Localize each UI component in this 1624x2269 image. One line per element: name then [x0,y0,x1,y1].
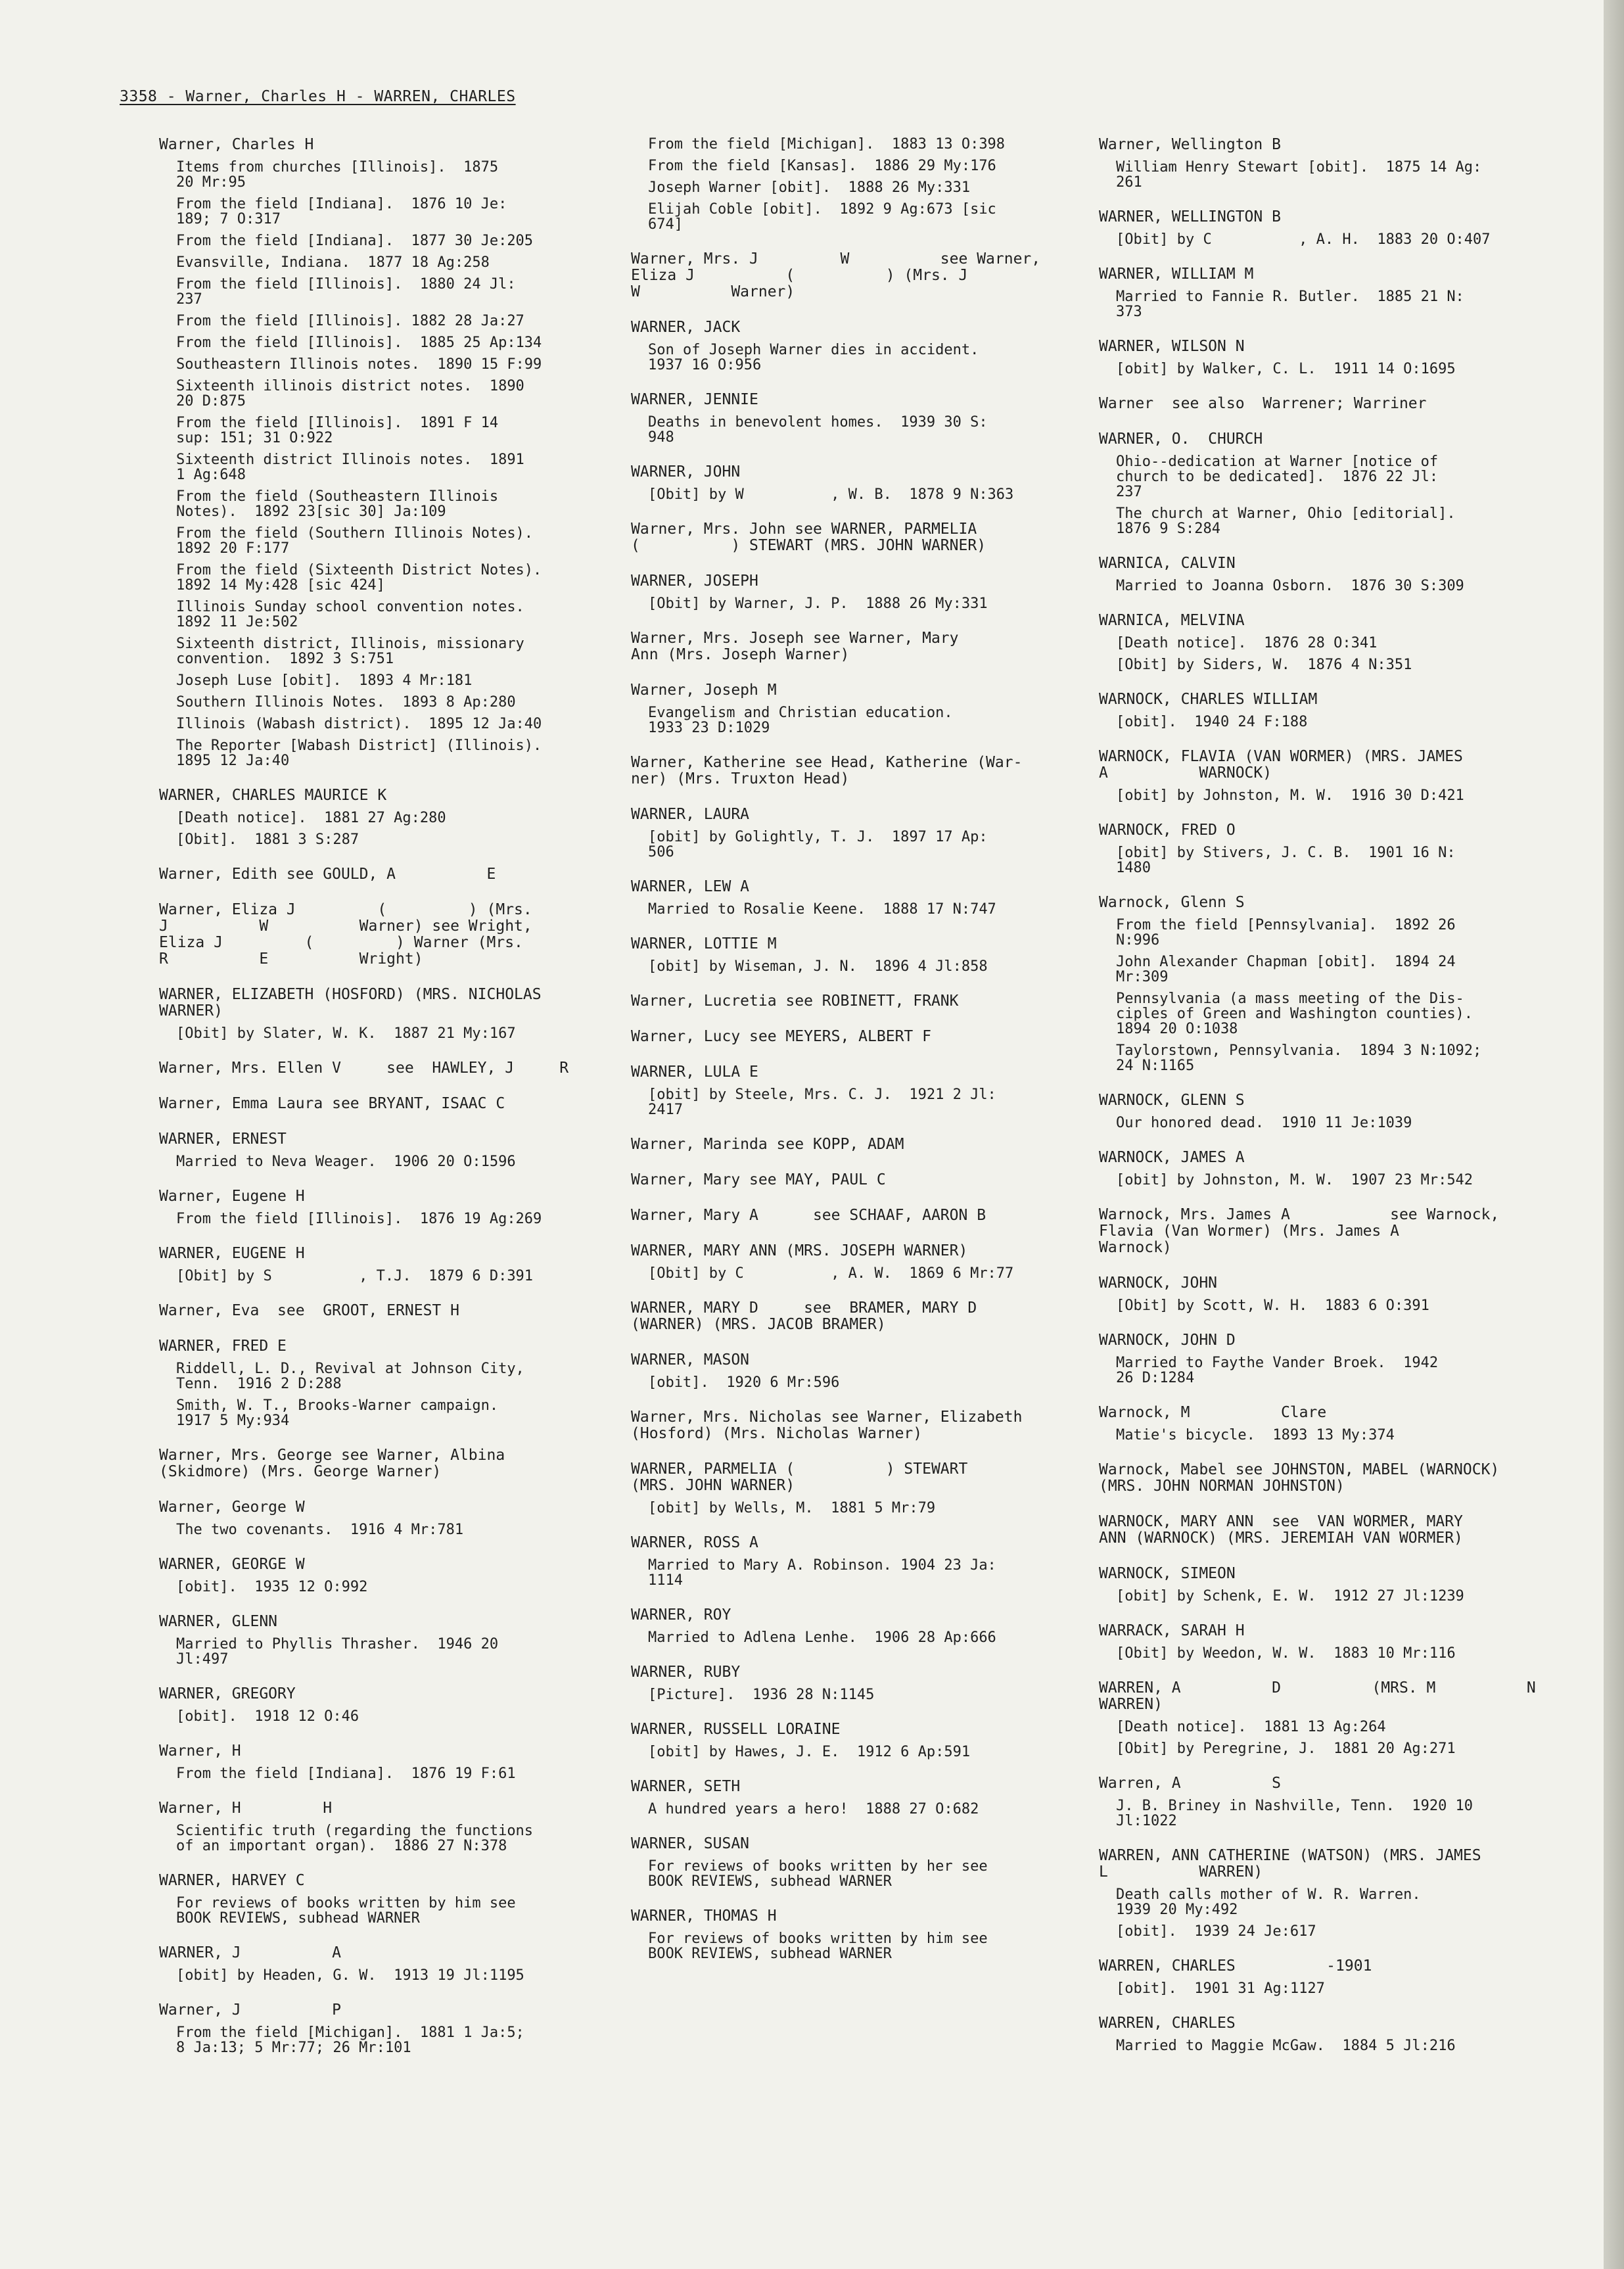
entry-citation: [Picture]. 1936 28 N:1145 [648,1687,875,1703]
entry-heading: Warner, George W [159,1499,305,1516]
entry-citation: Death calls mother of W. R. Warren. 1939 20 My:492 [1116,1886,1421,1918]
entry-heading: Warnock, Glenn S [1099,894,1245,911]
entry-heading: Warner, Eva see GROOT, ERNEST H [159,1302,459,1319]
entry-citation: [Obit] by C , A. W. 1869 6 Mr:77 [648,1265,1014,1282]
index-entry [631,1409,1098,1442]
entry-heading: Warner, Wellington B [1099,136,1281,153]
index-entry [631,755,1098,787]
entry-heading: Warner, H H [159,1800,333,1817]
index-entry [159,902,626,968]
entry-citation: For reviews of books written by her see BOOK REVIEWS, subhead WARNER [648,1858,988,1890]
entry-citation: John Alexander Chapman [obit]. 1894 24 Mr:309 [1116,954,1456,985]
entry-heading: Warner, Edith see GOULD, A E [159,866,496,883]
entry-citation: [Obit] by Slater, W. K. 1887 21 My:167 [176,1025,516,1042]
entry-heading: WARNER, ERNEST [159,1131,287,1148]
entry-heading: WARNOCK, FRED O [1099,822,1236,839]
entry-heading: WARNER, J A [159,1944,341,1961]
entry-heading: WARNER, GLENN [159,1613,278,1630]
entry-heading: WARREN, CHARLES [1099,2015,1236,2032]
entry-citation: [obit] by Stivers, J. C. B. 1901 16 N: 1480 [1116,845,1456,876]
entry-citation: From the field (Southeastern Illinois Notes). 1892 23[sic 30] Ja:109 [176,488,499,520]
index-entry [1099,1623,1546,1661]
entry-heading: Warner, Marinda see KOPP, ADAM [631,1136,904,1153]
index-entry [1099,1092,1546,1131]
index-entry [1099,396,1546,412]
entry-heading: Warner, Joseph M [631,682,777,699]
entry-citation: Illinois Sunday school convention notes. 1892 11 Je:502 [176,599,524,630]
entry-heading: WARNOCK, CHARLES WILLIAM [1099,691,1318,708]
entry-citation: [obit] by Wiseman, J. N. 1896 4 Jl:858 [648,958,988,975]
index-entry [631,1029,1098,1045]
index-entry [1099,613,1546,672]
entry-citation: [obit]. 1901 31 Ag:1127 [1116,1980,1325,1997]
entry-citation: From the field [Illinois]. 1876 19 Ag:269 [176,1211,542,1227]
entry-heading: WARNER, JACK [631,319,741,336]
index-entry [631,573,1098,611]
index-entry [1099,1775,1546,1829]
entry-heading: WARNOCK, MARY ANN see VAN WORMER, MARY ANN (WARNOCK) (MRS. JEREMIAH VAN WORMER) [1099,1513,1463,1547]
entry-heading: WARNER, JOHN [631,463,741,480]
entry-citation: Son of Joseph Warner dies in accident. 1937 16 O:956 [648,342,979,373]
entry-heading: WARNER, RUBY [631,1664,741,1681]
entry-citation: Sixteenth district Illinois notes. 1891 1 Ag:648 [176,452,524,483]
entry-citation: The church at Warner, Ohio [editorial]. 1876 9 S:284 [1116,505,1456,537]
entry-heading: WARNER, SUSAN [631,1835,750,1852]
entry-heading: Warner, Charles H [159,136,314,153]
entry-citation: [Death notice]. 1881 27 Ag:280 [176,810,446,826]
index-column-3 [1099,137,1546,2072]
entry-citation: [Death notice]. 1881 13 Ag:264 [1116,1719,1386,1735]
index-entry [159,787,626,847]
index-entry [631,1779,1098,1817]
entry-citation: [obit]. 1940 24 F:188 [1116,714,1308,730]
index-entry [159,1096,626,1112]
entry-citation: [Obit] by Siders, W. 1876 4 N:351 [1116,657,1412,673]
index-entry [631,251,1098,300]
entry-heading: WARNOCK, JAMES A [1099,1149,1245,1166]
index-entry [159,1873,626,1926]
entry-citation: From the field [Michigan]. 1883 13 O:398 [648,136,1006,152]
entry-citation: [obit] by Johnston, M. W. 1916 30 D:421 [1116,787,1464,804]
entry-heading: WARNOCK, JOHN [1099,1275,1218,1292]
entry-citation: William Henry Stewart [obit]. 1875 14 Ag: 261 [1116,159,1482,191]
entry-citation: Deaths in benevolent homes. 1939 30 S: 948 [648,414,988,446]
index-entry [159,1060,626,1077]
entry-heading: Warner, Mary A see SCHAAF, AARON B [631,1207,986,1224]
index-entry [159,1945,626,1983]
index-entry [631,319,1098,373]
index-entry [1099,1848,1546,1939]
entry-citation: [Obit] by Scott, W. H. 1883 6 O:391 [1116,1298,1429,1314]
index-entry [631,521,1098,554]
entry-citation: Illinois (Wabash district). 1895 12 Ja:40 [176,716,542,732]
entry-heading: WARNOCK, FLAVIA (VAN WORMER) (MRS. JAMES A WARNOCK) [1099,748,1463,782]
entry-heading: Warner, Mrs. Nicholas see Warner, Elizabeth (Hosford) (Mrs. Nicholas Warner) [631,1409,1023,1442]
entry-citation: [Obit] by C , A. H. 1883 20 O:407 [1116,231,1491,248]
entry-citation: Married to Phyllis Thrasher. 1946 20 Jl:497 [176,1636,499,1668]
index-entry [1099,1150,1546,1188]
entry-citation: [obit] by Walker, C. L. 1911 14 O:1695 [1116,361,1456,377]
entry-heading: WARNER, CHARLES MAURICE K [159,787,387,804]
index-entry [159,987,626,1041]
entry-citation: [obit]. 1920 6 Mr:596 [648,1374,840,1391]
entry-heading: WARNOCK, SIMEON [1099,1565,1236,1582]
entry-citation: From the field [Indiana]. 1876 10 Je: 189; 7 O:317 [176,196,507,227]
entry-citation: Married to Fannie R. Butler. 1885 21 N: 373 [1116,289,1464,320]
entry-heading: WARNER, EUGENE H [159,1245,305,1262]
index-entry [159,1188,626,1227]
index-entry [631,807,1098,860]
index-entry [1099,555,1546,594]
entry-citation: From the field [Illinois]. 1880 24 Jl: 237 [176,276,516,308]
index-entry [1099,822,1546,876]
index-entry [631,936,1098,974]
entry-citation: Evangelism and Christian education. 1933 23 D:1029 [648,705,953,736]
index-entry [631,1207,1098,1224]
entry-heading: WARNER, THOMAS H [631,1907,777,1925]
entry-heading: Warner, Katherine see Head, Katherine (War- ner) (Mrs. Truxton Head) [631,754,1023,787]
entry-citation: [Death notice]. 1876 28 O:341 [1116,635,1378,651]
index-entry [159,866,626,883]
entry-heading: WARNER, O. CHURCH [1099,431,1263,448]
entry-heading: Warner, Lucretia see ROBINETT, FRANK [631,993,959,1010]
entry-citation: [obit]. 1918 12 O:46 [176,1708,360,1725]
entry-citation: Southeastern Illinois notes. 1890 15 F:99 [176,356,542,373]
index-entry [1099,1958,1546,1996]
entry-citation: Our honored dead. 1910 11 Je:1039 [1116,1115,1412,1131]
entry-heading: Warner, Mrs. Ellen V see HAWLEY, J R [159,1060,569,1077]
entry-citation: Evansville, Indiana. 1877 18 Ag:258 [176,254,490,271]
entry-heading: WARNER, JOSEPH [631,573,758,590]
index-entry [631,993,1098,1010]
index-entry [631,682,1098,736]
entry-heading: WARRACK, SARAH H [1099,1622,1245,1639]
entry-citation: Matie's bicycle. 1893 13 My:374 [1116,1427,1395,1443]
index-entry [159,1800,626,1854]
index-entry [631,464,1098,502]
entry-heading: Warner, Mary see MAY, PAUL C [631,1171,886,1188]
index-entry [159,137,626,768]
entry-heading: WARNER, LEW A [631,878,750,895]
running-header: 3358 - Warner, Charles H - WARREN, CHARLES [120,88,516,105]
entry-citation: [obit] by Golightly, T. J. 1897 17 Ap: 506 [648,829,988,860]
entry-citation: [obit]. 1939 24 Je:617 [1116,1923,1316,1940]
entry-heading: WARNER, FRED E [159,1338,287,1355]
index-entry [631,1243,1098,1281]
entry-citation: [Obit] by Weedon, W. W. 1883 10 Mr:116 [1116,1645,1456,1662]
entry-heading: Warner, H [159,1743,241,1760]
entry-citation: [Obit] by W , W. B. 1878 9 N:363 [648,486,1014,503]
index-entry [631,1721,1098,1760]
entry-heading: Warner, Eugene H [159,1188,305,1205]
index-entry [631,1136,1098,1153]
index-entry [631,1664,1098,1702]
entry-heading: WARNOCK, GLENN S [1099,1092,1245,1109]
entry-citation: From the field [Illinois]. 1891 F 14 sup: 151; 31 O:922 [176,415,499,446]
index-entry [631,1535,1098,1588]
entry-citation: Scientific truth (regarding the functions of an important organ). 1886 27 N:378 [176,1823,534,1854]
entry-citation: Married to Adlena Lenhe. 1906 28 Ap:666 [648,1629,996,1646]
entry-citation: [obit] by Headen, G. W. 1913 19 Jl:1195 [176,1967,524,1984]
entry-citation: [obit] by Wells, M. 1881 5 Mr:79 [648,1500,936,1516]
entry-citation: Pennsylvania (a mass meeting of the Dis- ciples of Green and Washington counties). 1894 20 O:1038 [1116,991,1473,1037]
entry-heading: WARNER, SETH [631,1778,741,1795]
index-entry [1099,137,1546,190]
entry-citation: Sixteenth district, Illinois, missionary convention. 1892 3 S:751 [176,636,524,667]
entry-citation: [Obit] by Peregrine, J. 1881 20 Ag:271 [1116,1741,1456,1757]
entry-citation: [obit] by Johnston, M. W. 1907 23 Mr:542 [1116,1172,1473,1188]
entry-heading: WARNER, WILSON N [1099,338,1245,355]
entry-citation: From the field [Indiana]. 1876 19 F:61 [176,1766,516,1782]
entry-citation: From the field [Kansas]. 1886 29 My:176 [648,158,996,174]
entry-heading: Warnock, Mabel see JOHNSTON, MABEL (WARNOCK) (MRS. JOHN NORMAN JOHNSTON) [1099,1461,1500,1495]
index-entry [631,1300,1098,1333]
entry-heading: WARNICA, CALVIN [1099,555,1236,572]
index-entry [1099,431,1546,536]
entry-heading: Warner, Mrs. George see Warner, Albina (Skidmore) (Mrs. George Warner) [159,1447,505,1480]
entry-citation: From the field [Illinois]. 1882 28 Ja:27 [176,313,524,329]
entry-citation: A hundred years a hero! 1888 27 O:682 [648,1801,979,1817]
entry-citation: Married to Faythe Vander Broek. 1942 26 D:1284 [1116,1355,1439,1386]
index-entry [1099,1566,1546,1604]
entry-citation: [obit]. 1935 12 O:992 [176,1579,368,1595]
entry-heading: Warner, Mrs. John see WARNER, PARMELIA ( ) STEWART (MRS. JOHN WARNER) [631,521,986,554]
entry-citation: Married to Neva Weager. 1906 20 O:1596 [176,1154,516,1170]
entry-heading: WARNER, LOTTIE M [631,935,777,952]
entry-heading: WARREN, ANN CATHERINE (WATSON) (MRS. JAMES L WARREN) [1099,1847,1481,1881]
entry-heading: Warner, Mrs. J W see Warner, Eliza J ( ) (Mrs. J W Warner) [631,250,1041,300]
entry-citation: Smith, W. T., Brooks-Warner campaign. 1917 5 My:934 [176,1397,499,1429]
entry-citation: [obit] by Schenk, E. W. 1912 27 Jl:1239 [1116,1588,1464,1604]
binding-edge [1604,0,1624,2269]
index-entry [159,1614,626,1667]
entry-citation: From the field [Michigan]. 1881 1 Ja:5; 8 Ja:13; 5 Mr:77; 26 Mr:101 [176,2024,524,2056]
index-column-2 [631,137,1098,1980]
entry-heading: WARNOCK, JOHN D [1099,1332,1236,1349]
entry-citation: J. B. Briney in Nashville, Tenn. 1920 10 Jl:1022 [1116,1798,1473,1829]
entry-heading: WARNER, MARY D see BRAMER, MARY D (WARNER) (MRS. JACOB BRAMER) [631,1299,977,1333]
entry-heading: Warner see also Warrener; Warriner [1099,395,1427,412]
entry-heading: WARNER, ROY [631,1606,731,1624]
index-entry [631,1461,1098,1516]
entry-citation: Items from churches [Illinois]. 1875 20 Mr:95 [176,159,499,191]
entry-heading: Warner, Lucy see MEYERS, ALBERT F [631,1028,931,1045]
entry-heading: WARNER, HARVEY C [159,1872,305,1889]
entry-heading: WARNER, GEORGE W [159,1556,305,1573]
index-entry [159,1447,626,1480]
index-entry [631,1607,1098,1645]
entry-citation: [obit] by Steele, Mrs. C. J. 1921 2 Jl: 2417 [648,1087,996,1118]
index-entry [159,1338,626,1428]
index-entry [159,1743,626,1781]
entry-citation: [Obit]. 1881 3 S:287 [176,831,360,848]
entry-heading: WARNICA, MELVINA [1099,612,1245,629]
entry-citation: Sixteenth illinois district notes. 1890 20 D:875 [176,378,524,409]
index-entry [631,1352,1098,1390]
entry-citation: From the field [Indiana]. 1877 30 Je:205 [176,233,534,249]
entry-heading: Warner, Mrs. Joseph see Warner, Mary Ann (Mrs. Joseph Warner) [631,630,959,663]
index-entry [159,2002,626,2055]
entry-citation: Southern Illinois Notes. 1893 8 Ap:280 [176,694,516,711]
entry-citation: The two covenants. 1916 4 Mr:781 [176,1522,464,1538]
index-entry [1099,1275,1546,1313]
entry-heading: WARNER, RUSSELL LORAINE [631,1721,841,1738]
entry-heading: WARNER, WILLIAM M [1099,266,1254,283]
entry-citation: [Obit] by Warner, J. P. 1888 26 My:331 [648,596,988,612]
entry-heading: WARNER, GREGORY [159,1685,296,1702]
entry-heading: Warner, Emma Laura see BRYANT, ISAAC C [159,1095,505,1112]
entry-citation: The Reporter [Wabash District] (Illinois). 1895 12 Ja:40 [176,737,542,769]
index-entry [1099,749,1546,803]
entry-heading: Warnock, M Clare [1099,1404,1327,1421]
index-entry [1099,895,1546,1073]
entry-heading: WARNER, MARY ANN (MRS. JOSEPH WARNER) [631,1242,968,1259]
index-entry [1099,339,1546,377]
index-entry [1099,691,1546,730]
entry-citation: From the field [Pennsylvania]. 1892 26 N:996 [1116,917,1456,948]
entry-citation: For reviews of books written by him see BOOK REVIEWS, subhead WARNER [176,1895,516,1927]
entry-citation: Married to Joanna Osborn. 1876 30 S:309 [1116,578,1464,594]
entry-heading: WARNER, WELLINGTON B [1099,208,1281,225]
entry-citation: Joseph Warner [obit]. 1888 26 My:331 [648,179,971,196]
index-entry [1099,266,1546,319]
entry-citation: Ohio--dedication at Warner [notice of church to be dedicated]. 1876 22 Jl: 237 [1116,454,1439,500]
index-entry [631,392,1098,445]
entry-heading: WARREN, CHARLES -1901 [1099,1957,1372,1975]
entry-citation: From the field (Sixteenth District Notes). 1892 14 My:428 [sic 424] [176,562,542,594]
entry-citation: Married to Rosalie Keene. 1888 17 N:747 [648,901,996,918]
entry-citation: Taylorstown, Pennsylvania. 1894 3 N:1092; 24 N:1165 [1116,1042,1482,1074]
entry-heading: Warnock, Mrs. James A see Warnock, Flavia (Van Wormer) (Mrs. James A Warnock) [1099,1206,1500,1256]
entry-heading: WARNER, JENNIE [631,391,758,408]
index-entry [1099,1680,1546,1756]
entry-heading: WARNER, PARMELIA ( ) STEWART (MRS. JOHN WARNER) [631,1461,968,1494]
entry-citation: From the field [Illinois]. 1885 25 Ap:134 [176,335,542,351]
index-entry [1099,1462,1546,1495]
entry-citation: [Obit] by S , T.J. 1879 6 D:391 [176,1268,534,1284]
entry-citation: [obit] by Hawes, J. E. 1912 6 Ap:591 [648,1744,971,1760]
index-entry [1099,1514,1546,1547]
entry-heading: Warren, A S [1099,1775,1281,1792]
entry-citation: Elijah Coble [obit]. 1892 9 Ag:673 [sic 674] [648,201,996,233]
entry-citation: Married to Mary A. Robinson. 1904 23 Ja: 1114 [648,1557,996,1589]
entry-citation: For reviews of books written by him see BOOK REVIEWS, subhead WARNER [648,1930,988,1962]
entry-citation: From the field (Southern Illinois Notes). 1892 20 F:177 [176,525,534,557]
entry-citation: Riddell, L. D., Revival at Johnson City, Tenn. 1916 2 D:288 [176,1361,524,1392]
index-entry [159,1556,626,1595]
index-entry [631,1908,1098,1961]
index-entry [159,1131,626,1169]
index-entry [631,1172,1098,1188]
index-entry [631,1064,1098,1117]
index-entry [159,1246,626,1284]
index-entry [631,137,1098,232]
index-entry [631,879,1098,917]
entry-heading: WARNER, MASON [631,1351,750,1368]
entry-heading: WARNER, LAURA [631,806,750,823]
index-entry [159,1303,626,1319]
index-entry [1099,1332,1546,1386]
entry-heading: WARNER, ROSS A [631,1534,758,1551]
index-entry [1099,209,1546,247]
index-entry [159,1499,626,1537]
entry-heading: WARNER, LULA E [631,1064,758,1081]
entry-heading: WARREN, A D (MRS. M N WARREN) [1099,1679,1536,1713]
index-entry [1099,1207,1546,1256]
index-entry [159,1686,626,1724]
entry-heading: Warner, Eliza J ( ) (Mrs. J W Warner) see Wright, Eliza J ( ) Warner (Mrs. R E Wright) [159,901,532,968]
entry-heading: Warner, J P [159,2001,341,2019]
entry-heading: WARNER, ELIZABETH (HOSFORD) (MRS. NICHOLAS WARNER) [159,986,542,1019]
index-column-1 [159,137,626,2074]
index-entry [1099,1405,1546,1443]
entry-citation: Joseph Luse [obit]. 1893 4 Mr:181 [176,672,473,689]
index-entry [631,630,1098,663]
index-entry [631,1836,1098,1889]
index-entry [1099,2015,1546,2053]
entry-citation: Married to Maggie McGaw. 1884 5 Jl:216 [1116,2038,1456,2054]
